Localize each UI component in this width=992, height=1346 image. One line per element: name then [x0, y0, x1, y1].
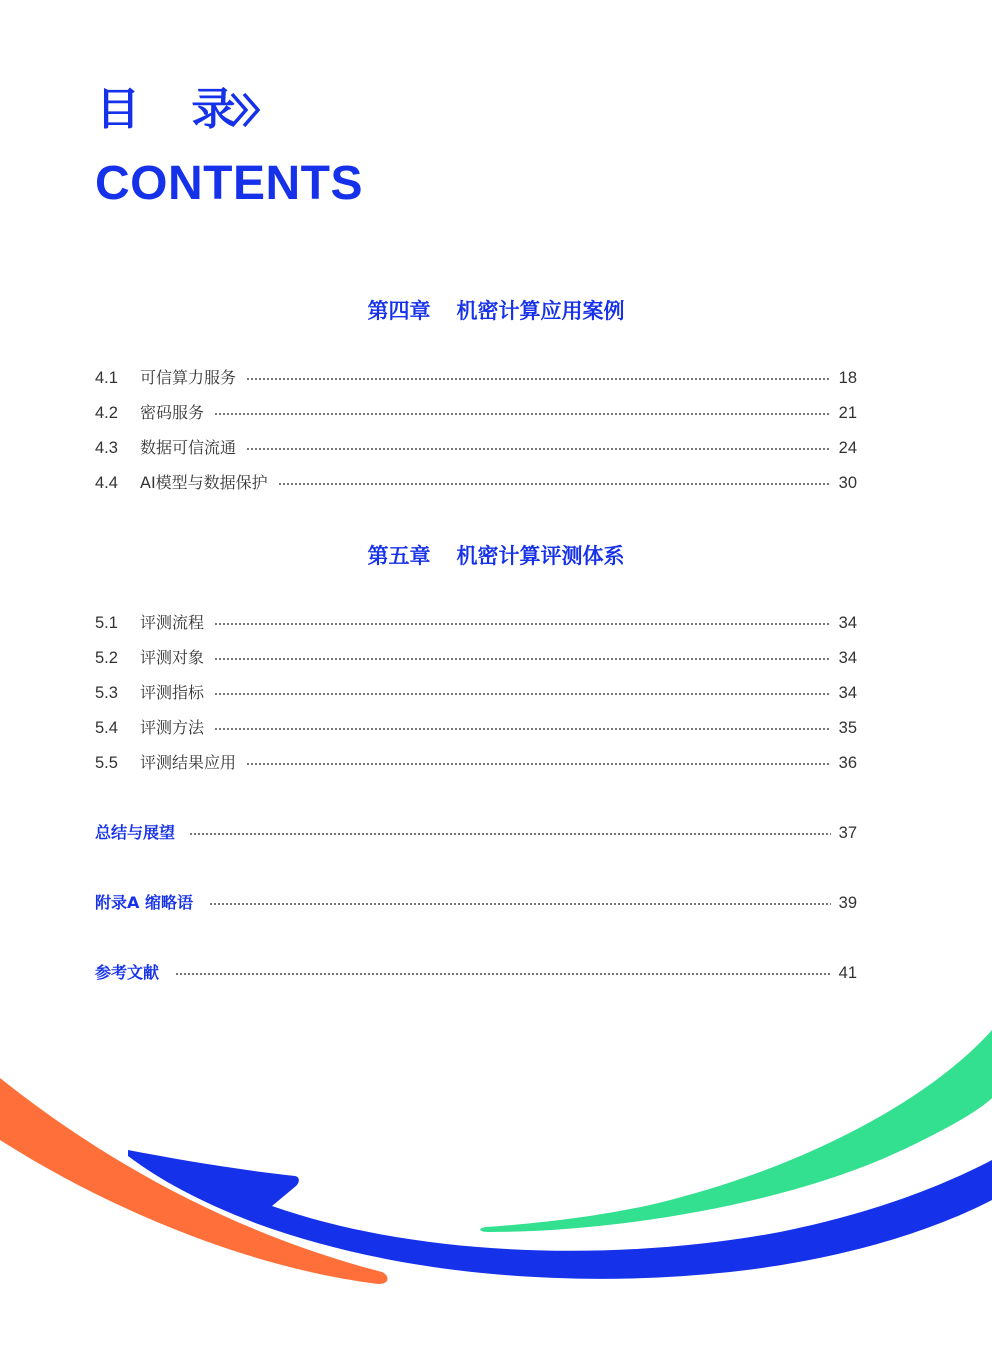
dot-leader	[214, 413, 831, 415]
decorative-swoosh	[0, 1010, 992, 1346]
toc-entry-5-1[interactable]	[95, 611, 857, 635]
entry-title: 评测结果应用	[140, 753, 237, 772]
entry-page: 21	[838, 404, 857, 422]
entry-title: 密码服务	[140, 403, 205, 422]
entry-page: 35	[838, 719, 857, 737]
entry-number: 5.3	[95, 684, 118, 702]
toc-entry-5-3[interactable]	[95, 681, 857, 705]
toc-entry-5-2[interactable]	[95, 646, 857, 670]
chapter-heading-5[interactable]	[0, 542, 992, 570]
entry-number: 4.1	[95, 369, 118, 387]
dot-leader	[209, 903, 831, 905]
dot-leader	[214, 623, 831, 625]
dot-leader	[246, 448, 831, 450]
entry-number: 5.2	[95, 649, 118, 667]
dot-leader	[246, 763, 831, 765]
toc-entry-5-5[interactable]	[95, 751, 857, 775]
entry-title: 评测流程	[140, 613, 205, 632]
entry-title: AI模型与数据保护	[140, 473, 268, 492]
entry-title: 评测指标	[140, 683, 205, 702]
toc-entry-4-2[interactable]	[95, 401, 857, 425]
chapter-heading-4[interactable]	[0, 297, 992, 325]
toc-entry-references[interactable]	[95, 961, 857, 985]
entry-page: 34	[838, 684, 857, 702]
entry-page: 41	[838, 964, 857, 982]
entry-number: 5.5	[95, 754, 118, 772]
entry-title: 参考文献	[95, 963, 160, 982]
chapter-label: 第五章	[367, 544, 431, 568]
contents-title-en: CONTENTS	[95, 157, 363, 210]
dot-leader	[278, 483, 831, 485]
entry-page: 36	[838, 754, 857, 772]
entry-title: 附录A 缩略语	[95, 893, 193, 912]
entry-page: 30	[838, 474, 857, 492]
dot-leader	[175, 973, 831, 975]
entry-title: 评测方法	[140, 718, 205, 737]
entry-page: 39	[838, 894, 857, 912]
chapter-title: 机密计算应用案例	[456, 299, 625, 323]
chapter-label: 第四章	[367, 299, 431, 323]
dot-leader	[214, 728, 831, 730]
entry-page: 34	[838, 614, 857, 632]
toc-entry-summary[interactable]	[95, 821, 857, 845]
blue-swoosh	[128, 1150, 992, 1279]
double-chevron-right-icon	[226, 90, 266, 130]
entry-page: 24	[838, 439, 857, 457]
toc-entry-5-4[interactable]	[95, 716, 857, 740]
entry-title: 评测对象	[140, 648, 205, 667]
toc-entry-4-1[interactable]	[95, 366, 857, 390]
contents-title-cn-text: 目 录	[96, 84, 254, 135]
entry-number: 4.3	[95, 439, 118, 457]
entry-page: 37	[838, 824, 857, 842]
entry-title: 可信算力服务	[140, 368, 237, 387]
entry-page: 34	[838, 649, 857, 667]
entry-number: 5.1	[95, 614, 118, 632]
dot-leader	[246, 378, 831, 380]
entry-number: 4.4	[95, 474, 118, 492]
entry-page: 18	[838, 369, 857, 387]
toc-entry-4-3[interactable]	[95, 436, 857, 460]
dot-leader	[214, 693, 831, 695]
entry-title: 总结与展望	[95, 823, 176, 842]
toc-entry-4-4[interactable]	[95, 471, 857, 495]
contents-title-cn	[96, 84, 253, 136]
toc-entry-appendix-a[interactable]	[95, 891, 857, 915]
entry-number: 4.2	[95, 404, 118, 422]
chapter-title: 机密计算评测体系	[456, 544, 625, 568]
dot-leader	[214, 658, 831, 660]
entry-number: 5.4	[95, 719, 118, 737]
dot-leader	[189, 833, 831, 835]
entry-title: 数据可信流通	[140, 438, 237, 457]
